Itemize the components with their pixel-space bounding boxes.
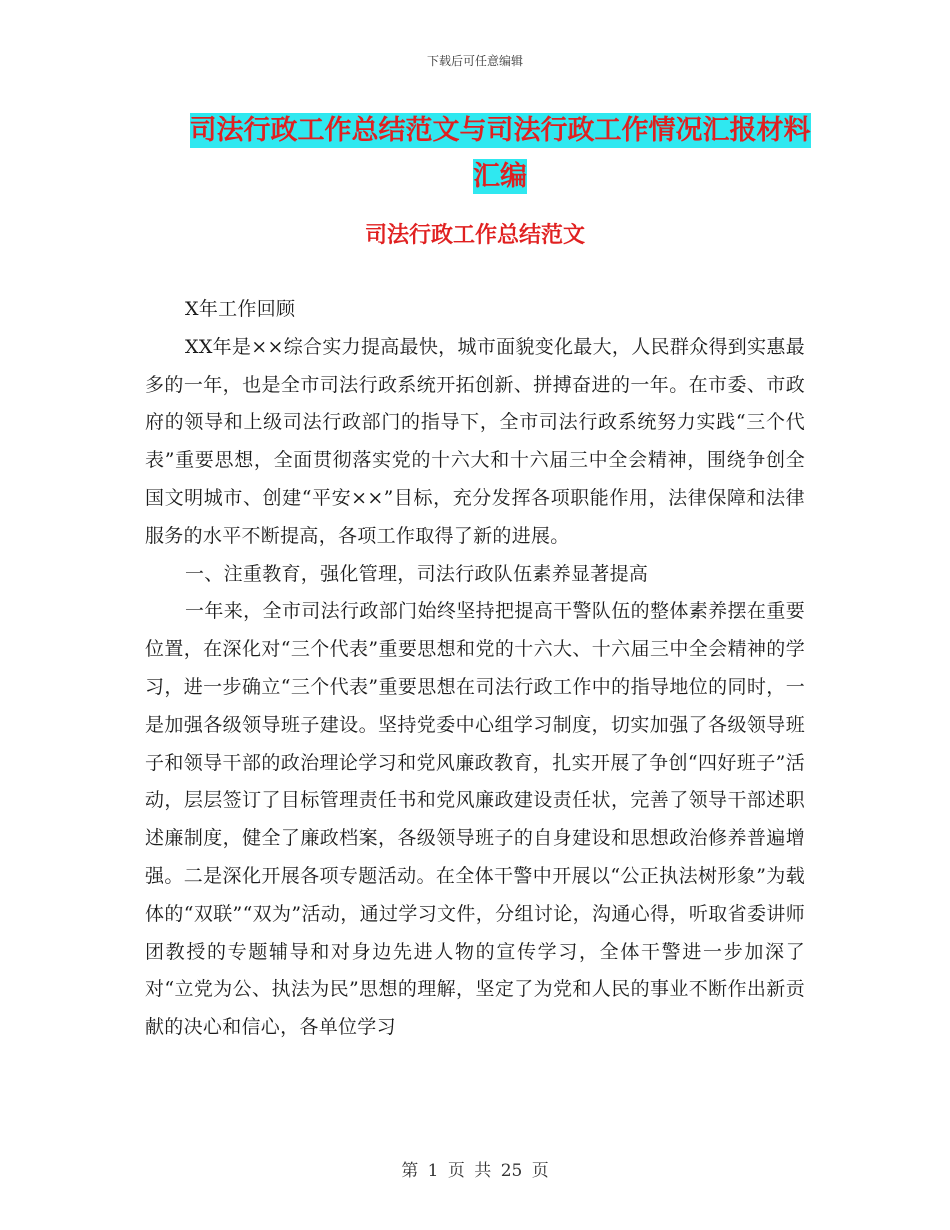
paragraph-intro: XX年是××综合实力提高最快，城市面貌变化最大，人民群众得到实惠最多的一年，也是全市司法行政系统开拓创新、拼搏奋进的一年。在市委、市政府的领导和上级司法行政部门的指导下，全市司法行政系统努力实践“三个代表”重要思想，全面贯彻落实党的十六大和十六届三中全会精神，围绕争创全国文明城市、创建“平安××”目标，充分发挥各项职能作用，法律保障和法律服务的水平不断提高，各项工作取得了新的进展。: [145, 335, 805, 547]
document-title: [150, 108, 850, 200]
document-title-line-2: 汇编: [473, 161, 527, 192]
document-body: [145, 291, 805, 1047]
paragraph-heading-section-1: 一、注重教育，强化管理，司法行政队伍素养显著提高: [185, 562, 649, 585]
document-title-line-1: 司法行政工作总结范文与司法行政工作情况汇报材料: [189, 115, 811, 146]
paragraph-body-section-1: 一年来，全市司法行政部门始终坚持把提高干警队伍的整体素养摆在重要位置，在深化对“三个代表”重要思想和党的十六大、十六届三中全会精神的学习，进一步确立“三个代表”重要思想在司法行政工作中的指导地位的同时，一是加强各级领导班子建设。坚持党委中心组学习制度，切实加强了各级领导班子和领导干部的政治理论学习和党风廉政教育，扎实开展了争创“四好班子”活动，层层签订了目标管理责任书和党风廉政建设责任状，完善了领导干部述职述廉制度，健全了廉政档案，各级领导班子的自身建设和思想政治修养普遍增强。二是深化开展各项专题活动。在全体干警中开展以“公正执法树形象”为载体的“双联”“双为”活动，通过学习文件，分组讨论，沟通心得，听取省委讲师团教授的专题辅导和对身边先进人物的宣传学习，全体干警进一步加深了对“立党为公、执法为民”思想的理解，坚定了为党和人民的事业不断作出新贡献的决心和信心，各单位学习: [145, 600, 805, 1039]
page-number: 第 1 页 共 25 页: [401, 1161, 549, 1181]
paragraph-heading-review: X年工作回顾: [185, 298, 296, 320]
page-header-note: 下载后可任意编辑: [426, 54, 523, 68]
section-title: 司法行政工作总结范文: [364, 222, 585, 248]
